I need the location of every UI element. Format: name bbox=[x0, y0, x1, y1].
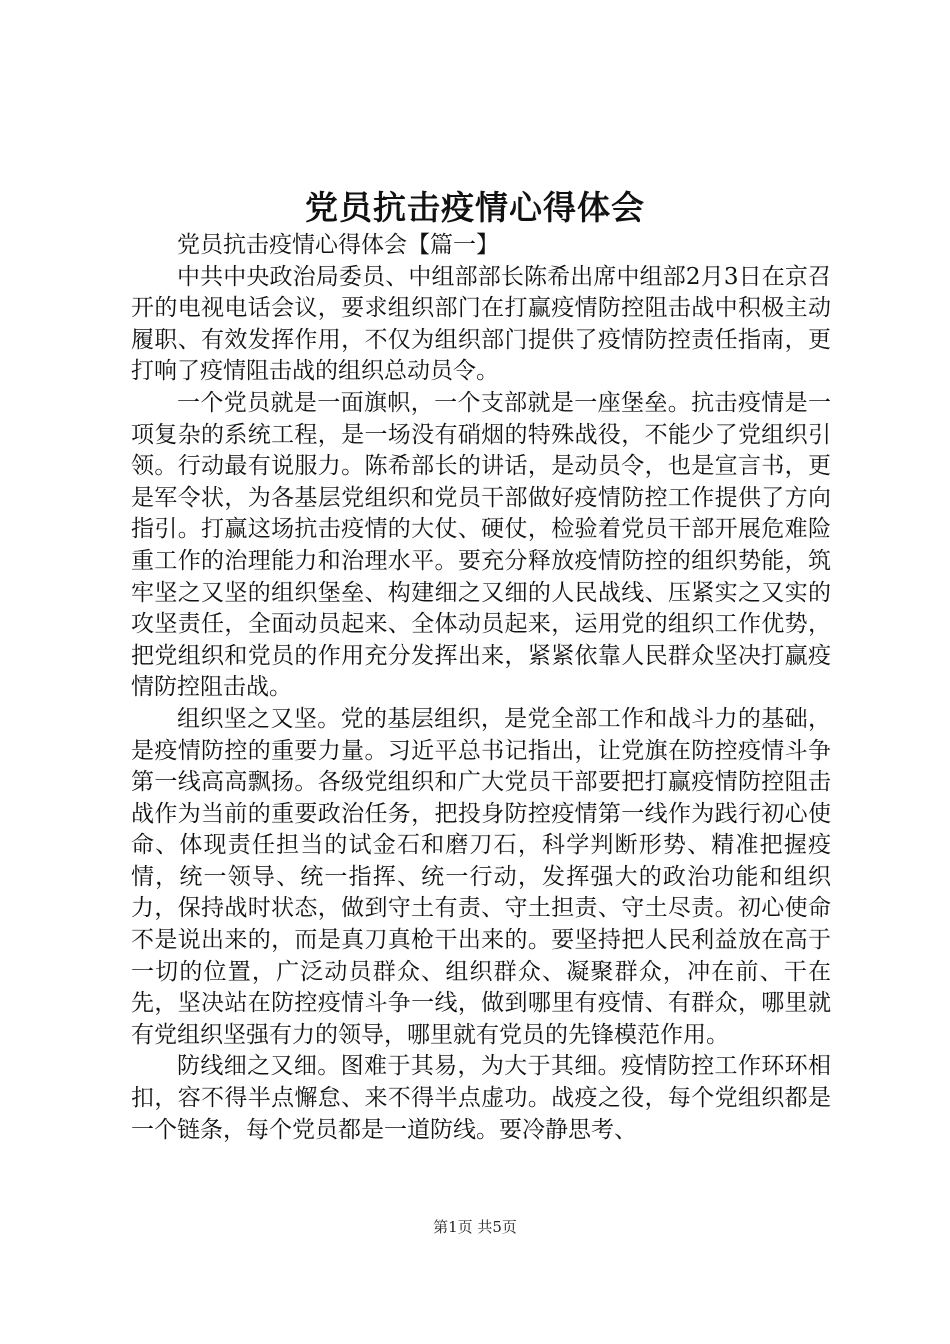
section-heading: 党员抗击疫情心得体会【篇一】 bbox=[177, 232, 499, 258]
paragraph-4: 防线细之又细。图难于其易，为大于其细。疫情防控工作环环相扣，容不得半点懈怠、来不得半点虚功。战疫之役，每个党组织都是一个链条，每个党员都是一道防线。要冷静思考、 bbox=[131, 1053, 831, 1143]
document-title: 党员抗击疫情心得体会 bbox=[305, 188, 645, 227]
document-body bbox=[131, 230, 831, 1146]
paragraph-3: 组织坚之又坚。党的基层组织，是党全部工作和战斗力的基础，是疫情防控的重要力量。习近平总书记指出，让党旗在防控疫情斗争第一线高高飘扬。各级党组织和广大党员干部要把打赢疫情防控阻击战作为当前的重要政治任务，把投身防控疫情第一线作为践行初心使命、体现责任担当的试金石和磨刀石，科学判断形势、精准把握疫情，统一领导、统一指挥、统一行动，发挥强大的政治功能和组织力，保持战时状态，做到守土有责、守土担责、守土尽责。初心使命不是说出来的，而是真刀真枪干出来的。要坚持把人民利益放在高于一切的位置，广泛动员群众、组织群众、凝聚群众，冲在前、干在先，坚决站在防控疫情斗争一线，做到哪里有疫情、有群众，哪里就有党组织坚强有力的领导，哪里就有党员的先锋模范作用。 bbox=[131, 705, 831, 1048]
paragraph-1: 中共中央政治局委员、中组部部长陈希出席中组部2月3日在京召开的电视电话会议，要求组织部门在打赢疫情防控阻击战中积极主动履职、有效发挥作用，不仅为组织部门提供了疫情防控责任指南，更打响了疫情阻击战的组织总动员令。 bbox=[131, 263, 831, 385]
paragraph-2: 一个党员就是一面旗帜，一个支部就是一座堡垒。抗击疫情是一项复杂的系统工程，是一场没有硝烟的特殊战役，不能少了党组织引领。行动最有说服力。陈希部长的讲话，是动员令，也是宣言书，更是军令状，为各基层党组织和党员干部做好疫情防控工作提供了方向指引。打赢这场抗击疫情的大仗、硬仗，检验着党员干部开展危难险重工作的治理能力和治理水平。要充分释放疫情防控的组织势能，筑牢坚之又坚的组织堡垒、构建细之又细的人民战线、压紧实之又实的攻坚责任，全面动员起来、全体动员起来，运用党的组织工作优势，把党组织和党员的作用充分发挥出来，紧紧依靠人民群众坚决打赢疫情防控阻击战。 bbox=[131, 389, 831, 701]
page-footer: 第1页 共5页 bbox=[433, 1218, 517, 1236]
